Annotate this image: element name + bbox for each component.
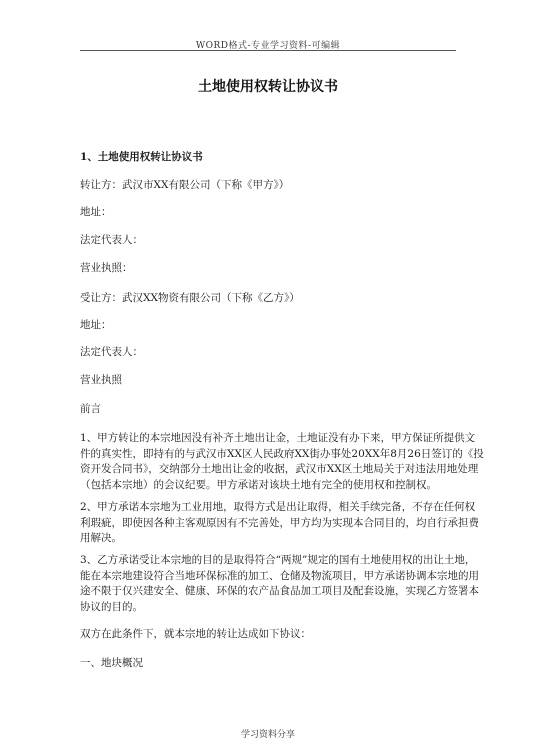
clause-2-line: 利瑕疵，即使因各种主客观原因有不完善处，甲方均为实现本合同目的，均自行承担费	[80, 516, 479, 529]
clause-1-line: 1、甲方转让的本宗地因没有补齐土地出让金，土地证没有办下来，甲方保证所提供文	[80, 432, 476, 444]
clause-1-line: （包括本宗地）的会议纪要。甲方承诺对该块土地有完全的使用权和控制权。	[80, 478, 437, 491]
clause-3-line: 协议的目的。	[80, 600, 143, 613]
section-heading-text: 、土地使用权转让协议书	[87, 151, 203, 163]
clause-2-line: 2、甲方承诺本宗地为工业用地，取得方式是出让取得，相关手续完备，不存在任何权	[80, 501, 476, 513]
preface-label: 前言	[80, 403, 101, 415]
page-footer: 学习资料分享	[240, 730, 295, 740]
agreement-intro: 双方在此条件下，就本宗地的转让达成如下协议：	[80, 628, 311, 640]
section-heading	[80, 150, 203, 165]
transferor-line: 转让方：武汉市XX有限公司（下称《甲方》）	[80, 179, 290, 191]
clause-2-line: 用解决。	[80, 532, 122, 544]
transferor-license: 营业执照：	[80, 262, 133, 274]
transferee-license: 营业执照	[80, 374, 122, 386]
clause-3-line: 途不限于仅兴建安全、健康、环保的农产品食品加工项目及配套设施，实现乙方签署本	[80, 585, 479, 597]
clause-3-line: 3、乙方承诺受让本宗地的目的是取得符合“两规”规定的国有土地使用权的出让土地，	[80, 554, 476, 566]
header-divider	[80, 50, 456, 51]
transferee-line: 受让方：武汉XX物资有限公司（下称《乙方》）	[80, 292, 300, 304]
page-header: WORD格式-专业学习资料-可编辑	[195, 41, 341, 51]
section-heading-number: 1	[80, 151, 88, 163]
clause-1-line: 件的真实性，即持有的与武汉市XX区人民政府XX街办事处20XX年8月26日签订的《投	[80, 447, 484, 460]
transferor-address: 地址：	[80, 206, 112, 218]
clause-1	[80, 431, 484, 493]
clause-2	[80, 500, 479, 547]
transferor-legal-rep: 法定代表人：	[80, 234, 143, 246]
document-title: 土地使用权转让协议书	[198, 79, 338, 95]
clause-3-line: 能在本宗地建设符合当地环保标准的加工、仓储及物流项目，甲方承诺协调本宗地的用	[80, 569, 479, 582]
section-one-heading: 一、地块概况	[80, 657, 143, 669]
transferee-address: 地址：	[80, 319, 112, 331]
clause-3	[80, 553, 479, 615]
transferee-legal-rep: 法定代表人：	[80, 346, 143, 358]
clause-1-line: 资开发合同书》，交纳部分土地出让金的收据，武汉市XX区土地局关于对违法用地处理	[80, 463, 479, 475]
